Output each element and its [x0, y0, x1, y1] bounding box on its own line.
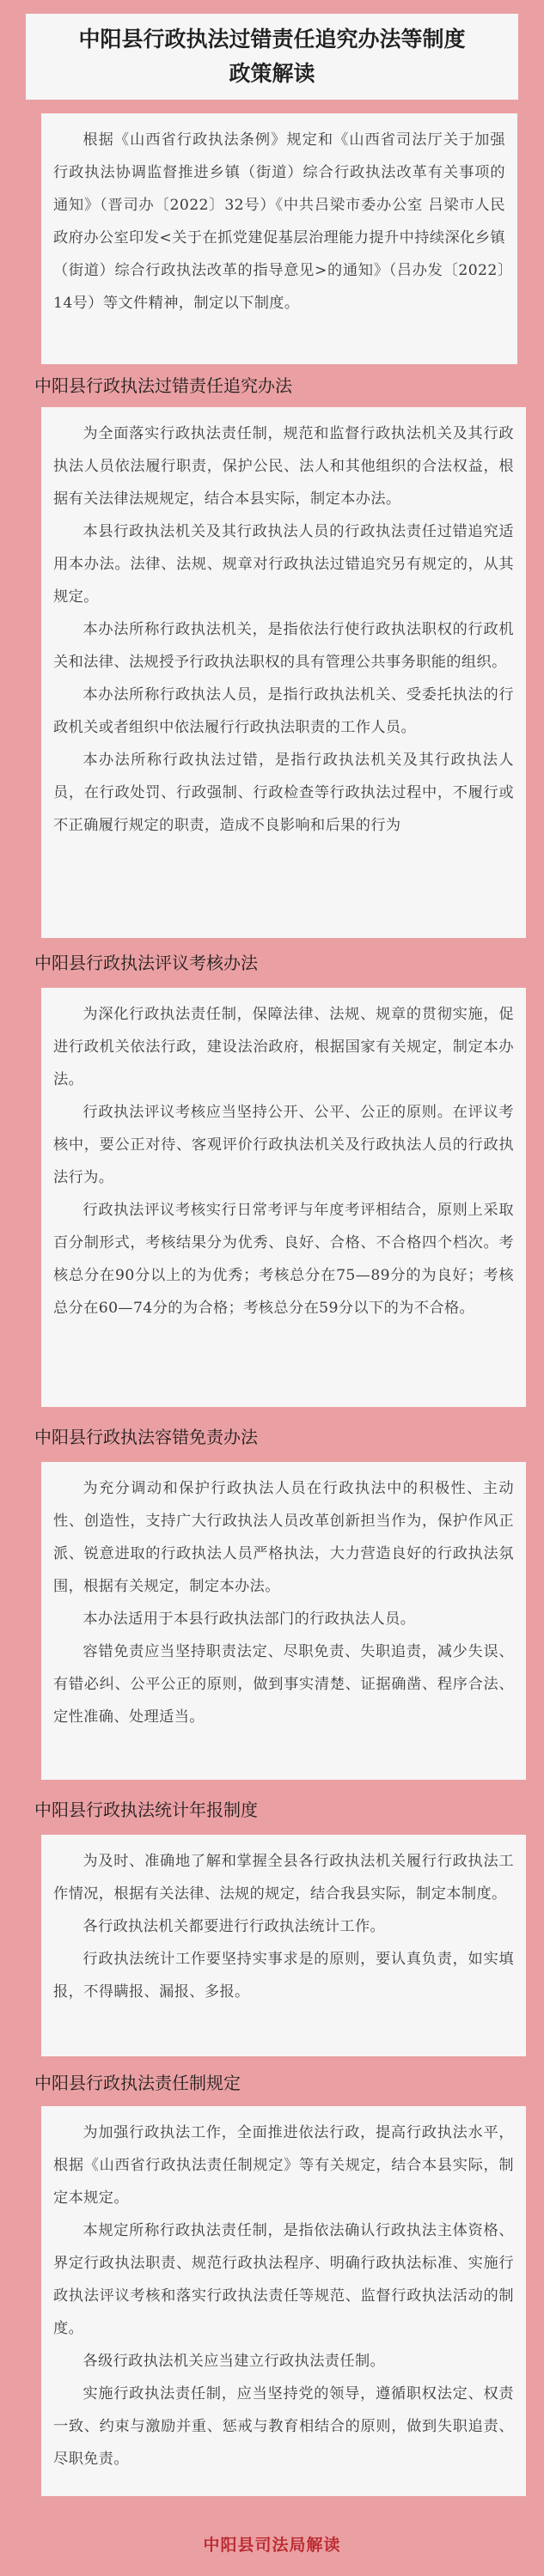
- section-paragraph: 各级行政执法机关应当建立行政执法责任制。: [83, 2353, 386, 2370]
- section-paragraph: 为深化行政执法责任制，保障法律、法规、规章的贯彻实施，促进行政机关依法行政，建设法治政府，根据国家有关规定，制定本办法。: [53, 1006, 514, 1088]
- intro-panel: [41, 113, 517, 364]
- section-paragraph: 容错免责应当坚持职责法定、尽职免责、失职追责，减少失误、有错必纠、公平公正的原则，做到事实清楚、证据确凿、程序合法、定性准确、处理适当。: [53, 1643, 514, 1726]
- section-body-fault-tolerance: [41, 1462, 526, 1780]
- section-title-statistics: 中阳县行政执法统计年报制度: [34, 1799, 258, 1820]
- title-box: [26, 14, 518, 100]
- page-subtitle: 政策解读: [229, 61, 315, 86]
- section-paragraph: 为充分调动和保护行政执法人员在行政执法中的积极性、主动性、创造性，支持广大行政执法人员改革创新担当作为，保护作风正派、锐意进取的行政执法人员严格执法，大力营造良好的行政执法氛围，根据有关规定，制定本办法。: [53, 1480, 514, 1595]
- section-title-error-accountability: 中阳县行政执法过错责任追究办法: [34, 375, 292, 396]
- section-paragraph: 实施行政执法责任制，应当坚持党的领导，遵循职权法定、权责一致、约束与激励并重、惩戒与教育相结合的原则，做到失职追责、尽职免责。: [53, 2385, 514, 2468]
- section-paragraph: 本办法所称行政执法机关，是指依法行使行政执法职权的行政机关和法律、法规授予行政执法职权的具有管理公共事务职能的组织。: [53, 621, 514, 671]
- section-title-responsibility: 中阳县行政执法责任制规定: [34, 2072, 241, 2093]
- section-paragraph: 各行政执法机关都要进行行政执法统计工作。: [83, 1918, 386, 1935]
- section-paragraph: 本办法所称行政执法过错，是指行政执法机关及其行政执法人员，在行政处罚、行政强制、行政检查等行政执法过程中，不履行或不正确履行规定的职责，造成不良影响和后果的行为: [53, 752, 514, 834]
- footer-credit: 中阳县司法局解读: [203, 2536, 341, 2555]
- page-title: 中阳县行政执法过错责任追究办法等制度: [78, 27, 466, 52]
- section-paragraph: 为及时、准确地了解和掌握全县各行政执法机关履行行政执法工作情况，根据有关法律、法规的规定，结合我县实际，制定本制度。: [53, 1853, 514, 1903]
- section-body-responsibility: [41, 2106, 526, 2496]
- section-body-evaluation: [41, 988, 526, 1407]
- section-body-statistics: [41, 1835, 526, 2056]
- section-title-evaluation: 中阳县行政执法评议考核办法: [34, 952, 258, 973]
- section-paragraph: 为加强行政执法工作，全面推进依法行政，提高行政执法水平，根据《山西省行政执法责任制规定》等有关规定，结合本县实际，制定本规定。: [53, 2124, 514, 2207]
- section-paragraph: 为全面落实行政执法责任制，规范和监督行政执法机关及其行政执法人员依法履行职责，保护公民、法人和其他组织的合法权益，根据有关法律法规规定，结合本县实际，制定本办法。: [53, 425, 514, 508]
- section-paragraph: 行政执法统计工作要坚持实事求是的原则，要认真负责，如实填报，不得瞒报、漏报、多报。: [53, 1951, 514, 2001]
- section-paragraph: 本办法所称行政执法人员，是指行政执法机关、受委托执法的行政机关或者组织中依法履行行政执法职责的工作人员。: [53, 686, 514, 736]
- intro-paragraph: 根据《山西省行政执法条例》规定和《山西省司法厅关于加强行政执法协调监督推进乡镇（街道）综合行政执法改革有关事项的通知》（晋司办〔2022〕32号）《中共吕梁市委办公室 吕梁市人民政府办公室印发<关于在抓党建促基层治理能力提升中持续深化乡镇（街道）综合行政执法改革的指导意见>的通知》（吕办发〔2022〕14号）等文件精神，制定以下制度。: [53, 131, 505, 312]
- section-body-error-accountability: [41, 407, 526, 938]
- section-paragraph: 行政执法评议考核应当坚持公开、公平、公正的原则。在评议考核中，要公正对待、客观评价行政执法机关及行政执法人员的行政执法行为。: [53, 1104, 514, 1186]
- section-title-fault-tolerance: 中阳县行政执法容错免责办法: [34, 1426, 258, 1447]
- section-paragraph: 本规定所称行政执法责任制，是指依法确认行政执法主体资格、界定行政执法职责、规范行政执法程序、明确行政执法标准、实施行政执法评议考核和落实行政执法责任等规范、监督行政执法活动的制度。: [53, 2222, 514, 2337]
- section-paragraph: 本办法适用于本县行政执法部门的行政执法人员。: [83, 1611, 416, 1628]
- section-paragraph: 本县行政执法机关及其行政执法人员的行政执法责任过错追究适用本办法。法律、法规、规章对行政执法过错追究另有规定的，从其规定。: [53, 523, 514, 606]
- section-paragraph: 行政执法评议考核实行日常考评与年度考评相结合，原则上采取百分制形式，考核结果分为优秀、良好、合格、不合格四个档次。考核总分在90分以上的为优秀；考核总分在75—89分的为良好；考核总分在60—74分的为合格；考核总分在59分以下的为不合格。: [53, 1202, 514, 1317]
